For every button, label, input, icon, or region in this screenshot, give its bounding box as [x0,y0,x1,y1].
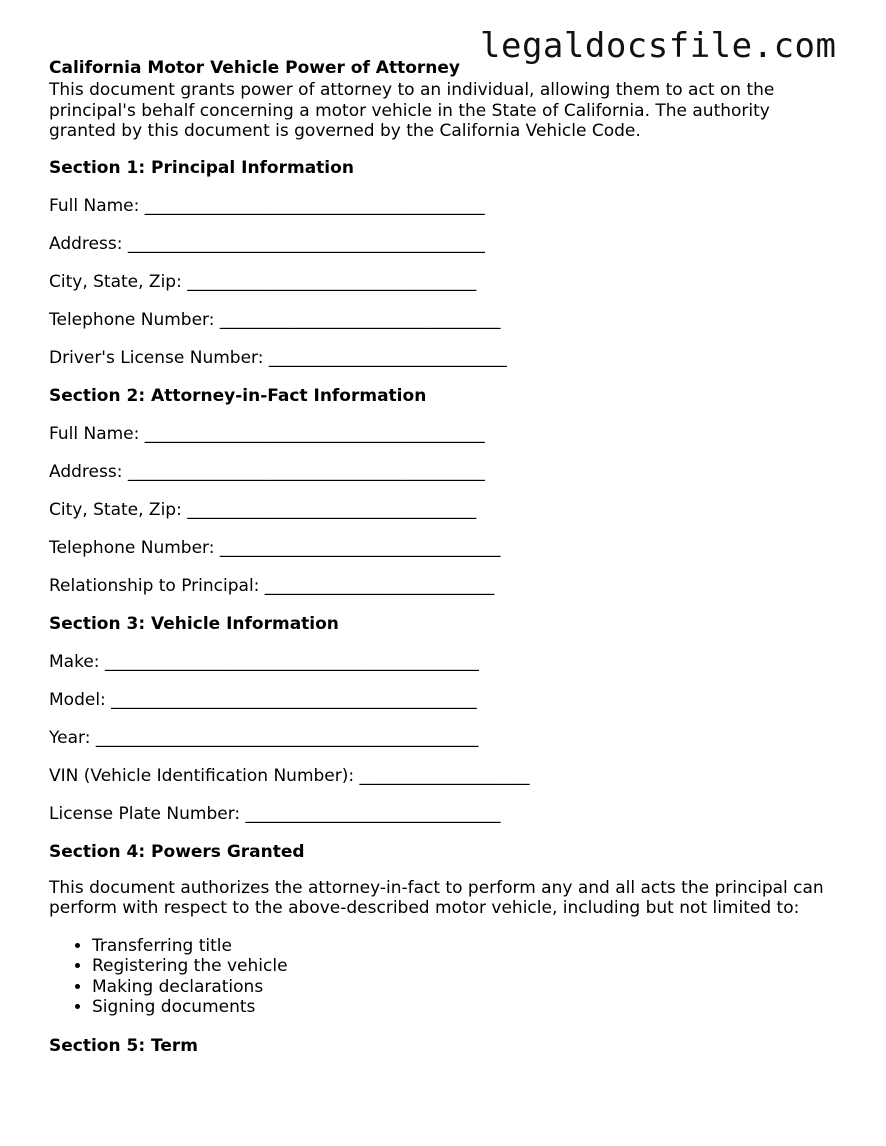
attorney-city-state-zip-field: City, State, Zip: __________________________________ [49,499,477,520]
attorney-address-field: Address: __________________________________________ [49,461,485,482]
section-5-title: Section 5: Term [49,1035,199,1056]
watermark: legaldocsfile.com [480,26,837,66]
section-3-title: Section 3: Vehicle Information [49,613,339,634]
principal-telephone-field: Telephone Number: _________________________________ [49,309,501,330]
intro-paragraph: This document grants power of attorney to an individual, allowing them to act on the principal's behalf concerning a motor vehicle in the State of California. The authority granted by this document is governed by the California Vehicle Code. [49,80,775,141]
vehicle-vin-field: VIN (Vehicle Identification Number): ____________________ [49,765,530,786]
attorney-telephone-field: Telephone Number: _________________________________ [49,537,501,558]
list-item: • Making declarations [92,977,839,998]
attorney-relationship-field: Relationship to Principal: ___________________________ [49,575,495,596]
principal-full-name-field: Full Name: ________________________________________ [49,195,485,216]
vehicle-make-field: Make: ____________________________________________ [49,651,479,672]
attorney-full-name-field: Full Name: ________________________________________ [49,423,485,444]
section-4-title: Section 4: Powers Granted [49,841,305,862]
principal-address-field: Address: __________________________________________ [49,233,485,254]
principal-license-field: Driver's License Number: ____________________________ [49,347,507,368]
vehicle-plate-field: License Plate Number: ______________________________ [49,803,501,824]
powers-list [49,936,839,1018]
vehicle-year-field: Year: _____________________________________________ [49,727,479,748]
principal-city-state-zip-field: City, State, Zip: __________________________________ [49,271,477,292]
powers-paragraph: This document authorizes the attorney-in-fact to perform any and all acts the principal can perform with respect to the above-described motor vehicle, including but not limited to: [49,877,824,918]
list-item: • Transferring title [92,936,839,957]
document-title: California Motor Vehicle Power of Attorney [49,58,460,78]
section-2-title: Section 2: Attorney-in-Fact Information [49,385,427,406]
vehicle-model-field: Model: ___________________________________________ [49,689,477,710]
document-body [49,56,839,1058]
list-item: • Signing documents [92,997,839,1018]
list-item: • Registering the vehicle [92,956,839,977]
section-1-title: Section 1: Principal Information [49,157,354,178]
